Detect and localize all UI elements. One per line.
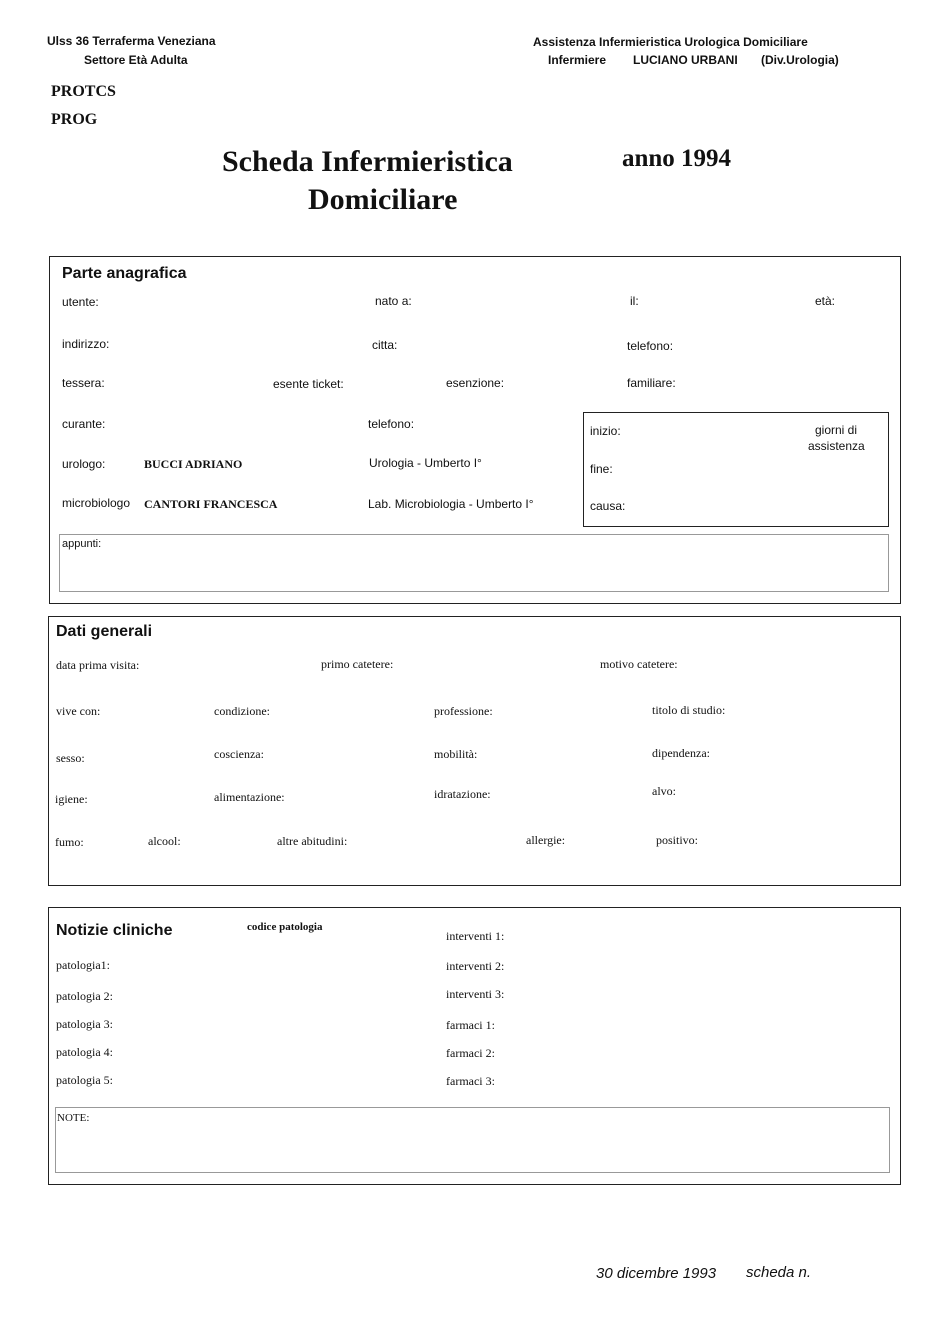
telefono-curante-label: telefono: — [368, 417, 415, 431]
dati-generali-heading: Dati generali — [56, 623, 153, 640]
nurse-department: (Div.Urologia) — [761, 53, 839, 67]
indirizzo-label: indirizzo: — [62, 337, 110, 351]
org-name: Ulss 36 Terraferma Veneziana — [47, 34, 216, 48]
coscienza-label: coscienza: — [214, 747, 264, 761]
assistenza-label: assistenza — [808, 439, 865, 453]
citta-label: citta: — [372, 338, 398, 352]
fine-label: fine: — [590, 462, 613, 476]
scheda-number-label: scheda n. — [746, 1264, 812, 1281]
altre-abitudini-label: altre abitudini: — [277, 834, 348, 848]
professione-label: professione: — [434, 704, 493, 718]
patologia-3-label: patologia 3: — [56, 1017, 113, 1031]
titolo-studio-label: titolo di studio: — [652, 703, 726, 717]
microbiologo-label: microbiologo — [62, 496, 131, 510]
vive-con-label: vive con: — [56, 704, 101, 718]
telefono-label: telefono: — [627, 339, 674, 353]
urologo-label: urologo: — [62, 457, 106, 471]
esente-ticket-label: esente ticket: — [273, 377, 344, 391]
farmaci-1-label: farmaci 1: — [446, 1018, 495, 1032]
page-title-line2: Domiciliare — [308, 183, 458, 216]
codice-patologia-label: codice patologia — [247, 921, 323, 933]
note-label: NOTE: — [57, 1112, 90, 1124]
interventi-1-label: interventi 1: — [446, 929, 505, 943]
patologia-5-label: patologia 5: — [56, 1073, 113, 1087]
alimentazione-label: alimentazione: — [214, 790, 285, 804]
esenzione-label: esenzione: — [446, 376, 505, 390]
giorni-label: giorni di — [815, 423, 858, 437]
alvo-label: alvo: — [652, 784, 676, 798]
tessera-label: tessera: — [62, 376, 105, 390]
nato-a-label: nato a: — [375, 294, 412, 308]
fumo-label: fumo: — [55, 835, 84, 849]
appunti-field[interactable] — [59, 534, 889, 592]
interventi-2-label: interventi 2: — [446, 959, 505, 973]
alcool-label: alcool: — [148, 834, 181, 848]
causa-label: causa: — [590, 499, 626, 513]
microbiologo-name: CANTORI FRANCESCA — [144, 497, 278, 511]
dipendenza-label: dipendenza: — [652, 746, 710, 760]
urologo-name: BUCCI ADRIANO — [144, 457, 243, 471]
patologia-4-label: patologia 4: — [56, 1045, 113, 1059]
org-sector: Settore Età Adulta — [84, 53, 188, 67]
idratazione-label: idratazione: — [434, 787, 491, 801]
igiene-label: igiene: — [55, 792, 88, 806]
service-title: Assistenza Infermieristica Urologica Domiciliare — [533, 35, 808, 49]
data-nascita-label: il: — [630, 294, 639, 308]
note-field[interactable] — [55, 1107, 890, 1173]
nurse-name: LUCIANO URBANI — [633, 53, 738, 67]
farmaci-3-label: farmaci 3: — [446, 1074, 495, 1088]
allergie-label: allergie: — [526, 833, 566, 847]
farmaci-2-label: farmaci 2: — [446, 1046, 495, 1060]
eta-label: età: — [815, 294, 836, 308]
year-label: anno 1994 — [622, 145, 732, 172]
microbiologo-place: Lab. Microbiologia - Umberto I° — [368, 497, 534, 511]
appunti-label: appunti: — [62, 538, 102, 550]
patologia-2-label: patologia 2: — [56, 989, 113, 1003]
primo-catetere-label: primo catetere: — [321, 657, 394, 671]
positivo-label: positivo: — [656, 833, 699, 847]
code-protcs: PROTCS — [51, 83, 116, 100]
inizio-label: inizio: — [590, 424, 621, 438]
sesso-label: sesso: — [56, 751, 85, 765]
urologo-place: Urologia - Umberto I° — [369, 456, 482, 470]
utente-label: utente: — [62, 295, 99, 309]
data-prima-visita-label: data prima visita: — [56, 658, 140, 672]
familiare-label: familiare: — [627, 376, 676, 390]
motivo-catetere-label: motivo catetere: — [600, 657, 678, 671]
curante-label: curante: — [62, 417, 106, 431]
mobilita-label: mobilità: — [434, 747, 478, 761]
page-title-line1: Scheda Infermieristica — [222, 145, 513, 178]
code-prog: PROG — [51, 111, 98, 128]
interventi-3-label: interventi 3: — [446, 987, 505, 1001]
anagrafica-heading: Parte anagrafica — [62, 265, 187, 282]
condizione-label: condizione: — [214, 704, 270, 718]
patologia-1-label: patologia1: — [56, 958, 110, 972]
notizie-cliniche-heading: Notizie cliniche — [56, 922, 173, 939]
footer-date: 30 dicembre 1993 — [596, 1265, 717, 1282]
nurse-role: Infermiere — [548, 53, 607, 67]
